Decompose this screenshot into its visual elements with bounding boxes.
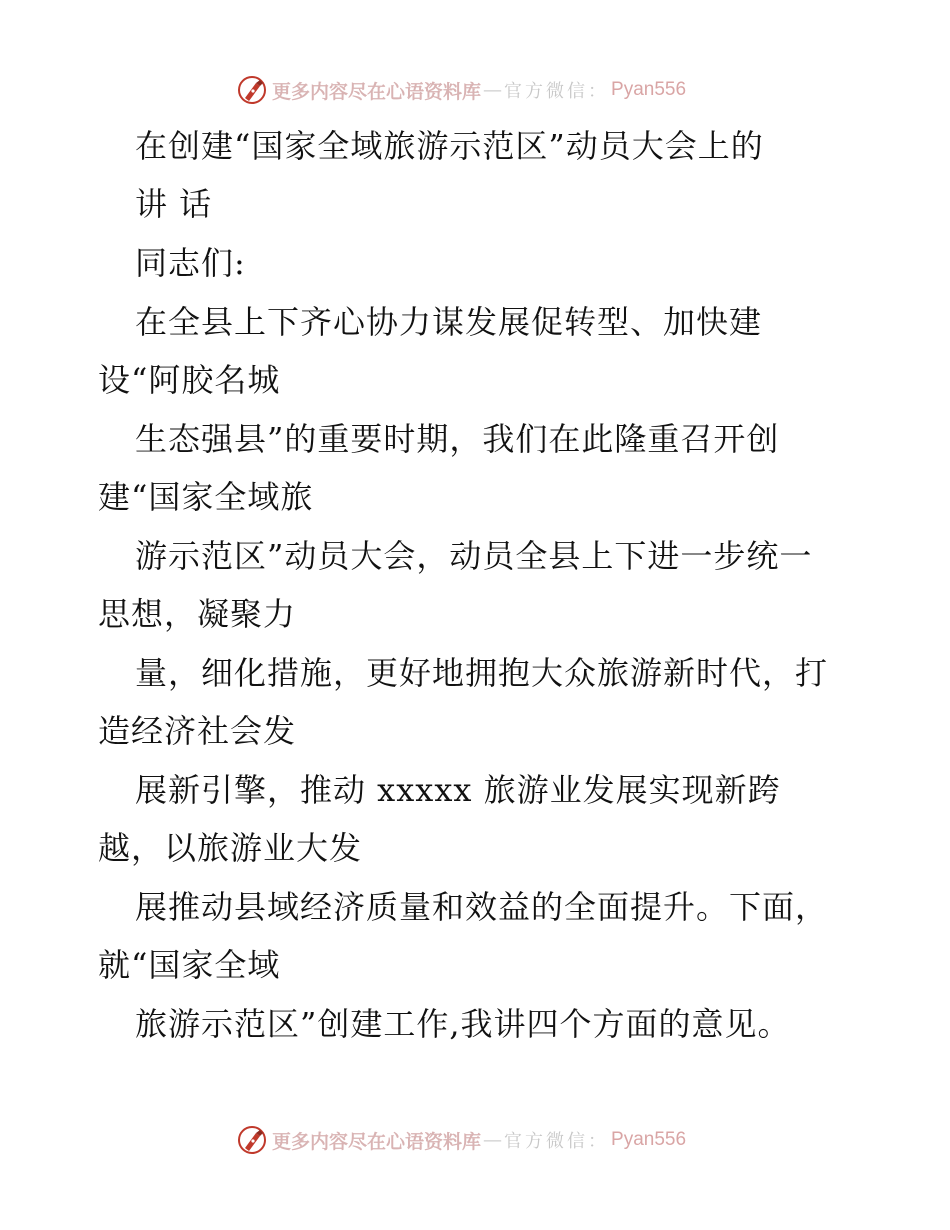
paragraph-line: 旅游示范区”创建工作,我讲四个方面的意见。 [135,1005,791,1043]
title-line-2: 讲 话 [135,185,213,223]
fountain-pen-nib-logo-icon [236,1124,268,1156]
paragraph-line: 展推动县域经济质量和效益的全面提升。下面， [135,888,829,926]
watermark-separator: — [483,79,503,101]
paragraph-line: 展新引擎，推动 xxxxx 旅游业发展实现新跨 [135,771,781,809]
fountain-pen-nib-logo-icon [236,74,268,106]
paragraph-line: 生态强县”的重要时期，我们在此隆重召开创 [135,420,780,458]
paragraph-line: 建“国家全域旅 [98,478,314,516]
watermark-official: 官方微信： [504,81,610,102]
watermark-id: Pyan556 [611,79,687,100]
header-watermark [236,73,686,107]
footer-watermark [236,1123,686,1157]
paragraph-line: 设“阿胶名城 [98,361,281,399]
paragraph-line: 越，以旅游业大发 [98,829,363,867]
paragraph-line: 造经济社会发 [98,712,297,750]
title-line-1: 在创建“国家全域旅游示范区”动员大会上的 [135,127,764,165]
watermark-separator: — [483,1129,503,1151]
watermark-official: 官方微信： [504,1131,610,1152]
watermark-text: 更多内容尽在心语资料库 [272,1130,482,1153]
paragraph-line: 游示范区”动员大会，动员全县上下进一步统一 [135,537,813,575]
paragraph-line: 在全县上下齐心协力谋发展促转型、加快建 [135,303,763,341]
salutation: 同志们: [135,244,246,282]
paragraph-line: 就“国家全域 [98,946,281,984]
watermark-id: Pyan556 [611,1129,687,1150]
paragraph-line: 量，细化措施，更好地拥抱大众旅游新时代，打 [135,654,829,692]
paragraph-line: 思想，凝聚力 [98,595,297,633]
watermark-text: 更多内容尽在心语资料库 [272,80,482,103]
